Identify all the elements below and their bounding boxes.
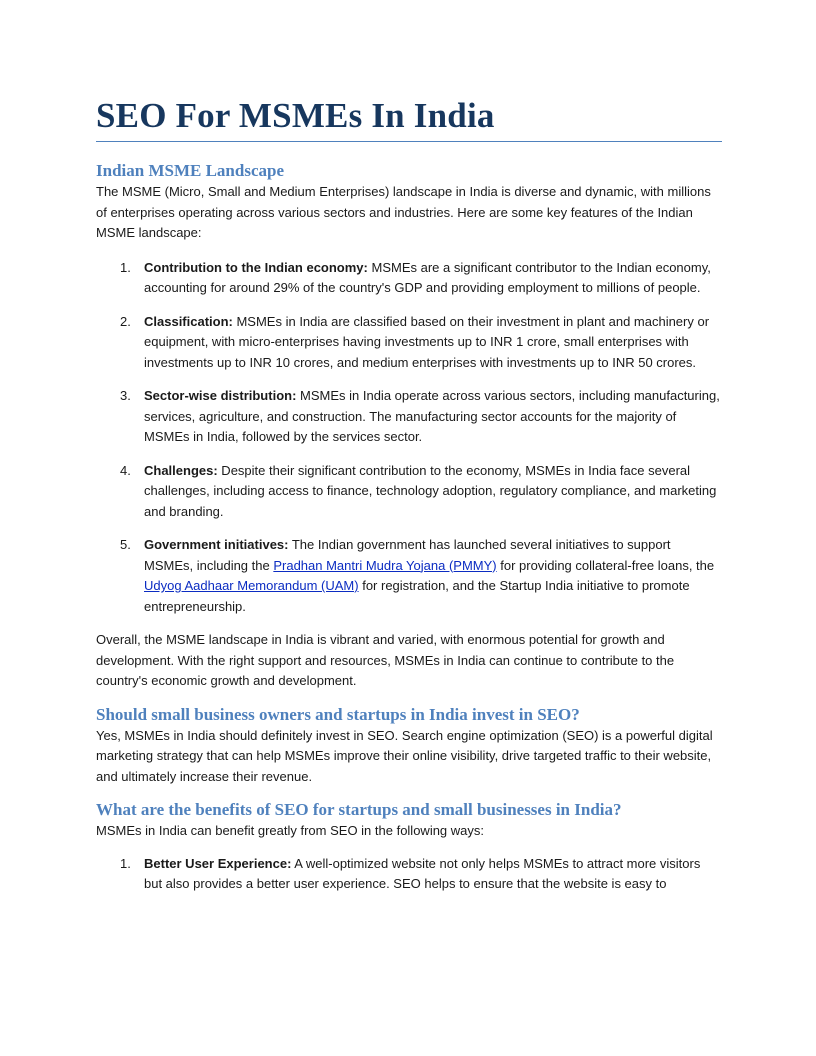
list-item-text: Despite their significant contribution to the economy, MSMEs in India face several challenges, including access to finance, technology adoption, regulatory compliance, and marketing and branding. bbox=[144, 462, 717, 519]
page-title: SEO For MSMEs In India bbox=[96, 96, 722, 142]
list-item-text: A well-optimized website not only helps MSMEs to attract more visitors but also provides a better user experience. SEO helps to ensure that the website is easy to bbox=[144, 855, 701, 891]
section-heading-seo-benefits: What are the benefits of SEO for startups and small businesses in India? bbox=[96, 800, 622, 819]
list-item bbox=[96, 386, 722, 448]
pmmy-link[interactable]: Pradhan Mantri Mudra Yojana (PMMY) bbox=[273, 557, 497, 573]
list-item-label: Better User Experience: bbox=[144, 855, 292, 871]
document-page bbox=[96, 96, 722, 908]
list-item-text: for providing collateral-free loans, the bbox=[496, 557, 715, 573]
uam-link[interactable]: Udyog Aadhaar Memorandum (UAM) bbox=[144, 578, 359, 593]
section-intro: The MSME (Micro, Small and Medium Enterprises) landscape in India is diverse and dynamic, with millions of enterprises operating across various sectors and industries. Here are some key features of the Indian MSME landscape: bbox=[96, 184, 711, 240]
benefits-list bbox=[96, 854, 722, 895]
list-item-label: Classification: bbox=[144, 313, 233, 329]
list-item-label: Government initiatives: bbox=[144, 537, 289, 552]
list-item-text: The Indian government has launched several initiatives to support MSMEs, including the bbox=[144, 537, 671, 573]
key-features-list bbox=[96, 258, 722, 618]
list-item-label: Sector-wise distribution: bbox=[144, 388, 297, 403]
list-number: 3. bbox=[120, 388, 131, 403]
section-heading-invest-in-seo: Should small business owners and startups in India invest in SEO? bbox=[96, 704, 580, 724]
list-number: 4. bbox=[120, 462, 131, 478]
list-number: 5. bbox=[120, 537, 131, 552]
list-item-label: Contribution to the Indian economy: bbox=[144, 259, 368, 275]
section-heading-msme-landscape: Indian MSME Landscape bbox=[96, 161, 284, 180]
list-item-text: MSMEs are a significant contributor to the Indian economy, accounting for around 29% of the country's GDP and providing employment to millions of people. bbox=[144, 259, 711, 295]
list-item bbox=[96, 258, 722, 299]
list-item bbox=[96, 312, 722, 374]
list-number: 1. bbox=[120, 259, 131, 275]
section-body: Yes, MSMEs in India should definitely invest in SEO. Search engine optimization (SEO) is a powerful digital marketing strategy that can help MSMEs improve their online visibility, drive targeted traffic to their website, and ultimately increase their revenue. bbox=[96, 727, 713, 784]
section-outro: Overall, the MSME landscape in India is vibrant and varied, with enormous potential for growth and development. With the right support and resources, MSMEs in India can continue to contribute to the country's economic growth and development. bbox=[96, 632, 675, 688]
list-number: 1. bbox=[120, 855, 131, 871]
list-item-label: Challenges: bbox=[144, 462, 218, 478]
list-item-text: MSMEs in India are classified based on their investment in plant and machinery or equipment, with micro-enterprises having investments up to INR 1 crore, small enterprises with investments up to INR 10 crores, and medium enterprises with investments up to INR 50 crores. bbox=[144, 313, 710, 370]
list-item-text: for registration, and the Startup India initiative to promote entrepreneurship. bbox=[144, 578, 690, 614]
list-number: 2. bbox=[120, 313, 131, 329]
list-item bbox=[96, 461, 722, 523]
list-item bbox=[96, 535, 722, 617]
section-body: MSMEs in India can benefit greatly from SEO in the following ways: bbox=[96, 823, 485, 838]
list-item-text: MSMEs in India operate across various sectors, including manufacturing, services, agriculture, and construction. The manufacturing sector accounts for the majority of MSMEs in India, followed by the services sector. bbox=[144, 388, 720, 444]
list-item bbox=[96, 854, 722, 895]
